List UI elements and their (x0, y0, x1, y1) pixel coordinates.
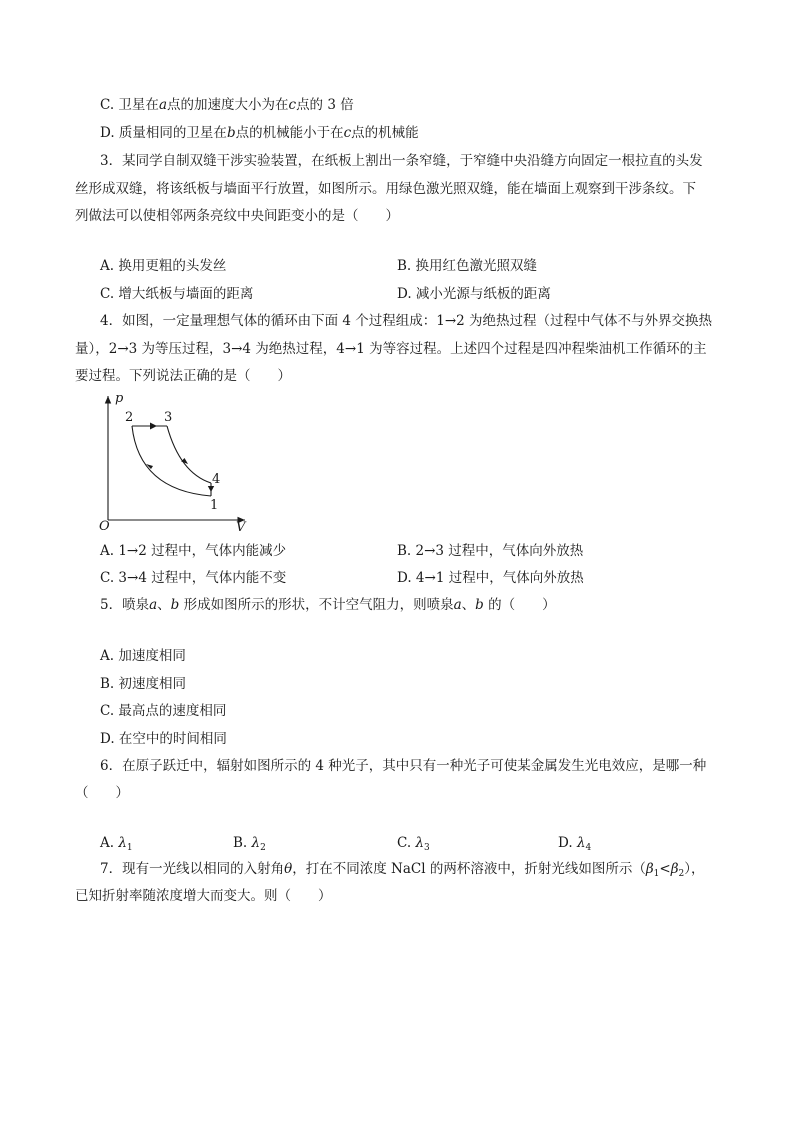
option-q3-d: D. 减小光源与纸板的距离 (397, 286, 551, 302)
option-q6-b: B. $\lambda_2$ (233, 835, 266, 853)
point-4-label: 4 (212, 472, 221, 487)
question-6-stem-line2: （ ） (75, 785, 129, 801)
path-1-2 (132, 426, 211, 496)
point-1-label: 1 (210, 498, 219, 513)
question-3-stem-line2: 丝形成双缝，将该纸板与墙面平行放置，如图所示。用绿色激光照双缝，能在墙面上观察到干涉条纹。下 (75, 181, 696, 197)
option-q5-a: A. 加速度相同 (100, 648, 186, 664)
v-axis-label: V (236, 520, 246, 533)
option-q2-d: D. 质量相同的卫星在b点的机械能小于在c点的机械能 (100, 125, 419, 141)
option-q6-a: A. $\lambda_1$ (100, 835, 133, 853)
pv-cycle-diagram (95, 388, 255, 533)
question-4-stem-line1: 4．如图，一定量理想气体的循环由下面 4 个过程组成：1→2 为绝热过程（过程中气体不与外界交换热 (100, 313, 713, 329)
option-q3-b: B. 换用红色激光照双缝 (397, 258, 538, 274)
option-q4-c: C. 3→4 过程中，气体内能不变 (100, 570, 287, 586)
origin-label: O (99, 519, 110, 533)
option-q5-b: B. 初速度相同 (100, 676, 187, 692)
option-q6-d: D. $\lambda_4$ (558, 835, 592, 853)
option-q2-c: C. 卫星在a点的加速度大小为在c点的 3 倍 (100, 97, 354, 113)
arrow-2-3 (150, 423, 157, 430)
option-q4-b: B. 2→3 过程中，气体向外放热 (397, 543, 584, 559)
point-2-label: 2 (125, 410, 134, 425)
question-6-stem-line1: 6．在原子跃迁中，辐射如图所示的 4 种光子，其中只有一种光子可使某金属发生光电效应，是哪一种 (100, 758, 707, 774)
option-q5-d: D. 在空中的时间相同 (100, 731, 227, 747)
option-q3-a: A. 换用更粗的头发丝 (100, 258, 227, 274)
option-q6-c: C. $\lambda_3$ (397, 835, 430, 853)
question-5-stem: 5．喷泉a、b 形成如图所示的形状，不计空气阻力，则喷泉a、b 的（ ） (100, 597, 556, 613)
question-3-stem-line3: 列做法可以使相邻两条亮纹中央间距变小的是（ ） (75, 208, 399, 224)
question-4-stem-line2: 量），2→3 为等压过程，3→4 为绝热过程，4→1 为等容过程。上述四个过程是四冲程柴油机工作循环的主 (75, 341, 707, 357)
option-q4-a: A. 1→2 过程中，气体内能减少 (100, 543, 287, 559)
option-q5-c: C. 最高点的速度相同 (100, 703, 227, 719)
option-q4-d: D. 4→1 过程中，气体向外放热 (397, 570, 584, 586)
question-3-stem-line1: 3．某同学自制双缝干涉实验装置，在纸板上割出一条窄缝，于窄缝中央沿缝方向固定一根拉直的头发 (100, 153, 703, 169)
question-7-stem-line2: 已知折射率随浓度增大而变大。则（ ） (75, 888, 332, 904)
p-axis-label: p (115, 391, 124, 406)
question-4-stem-line3: 要过程。下列说法正确的是（ ） (75, 368, 291, 384)
path-3-4 (167, 426, 211, 483)
question-7-stem-line1: 7．现有一光线以相同的入射角θ，打在不同浓度 NaCl 的两杯溶液中，折射光线如图所示$(\beta_1<\beta_2)$， (100, 861, 705, 879)
point-3-label: 3 (164, 410, 173, 425)
option-q3-c: C. 增大纸板与墙面的距离 (100, 286, 254, 302)
